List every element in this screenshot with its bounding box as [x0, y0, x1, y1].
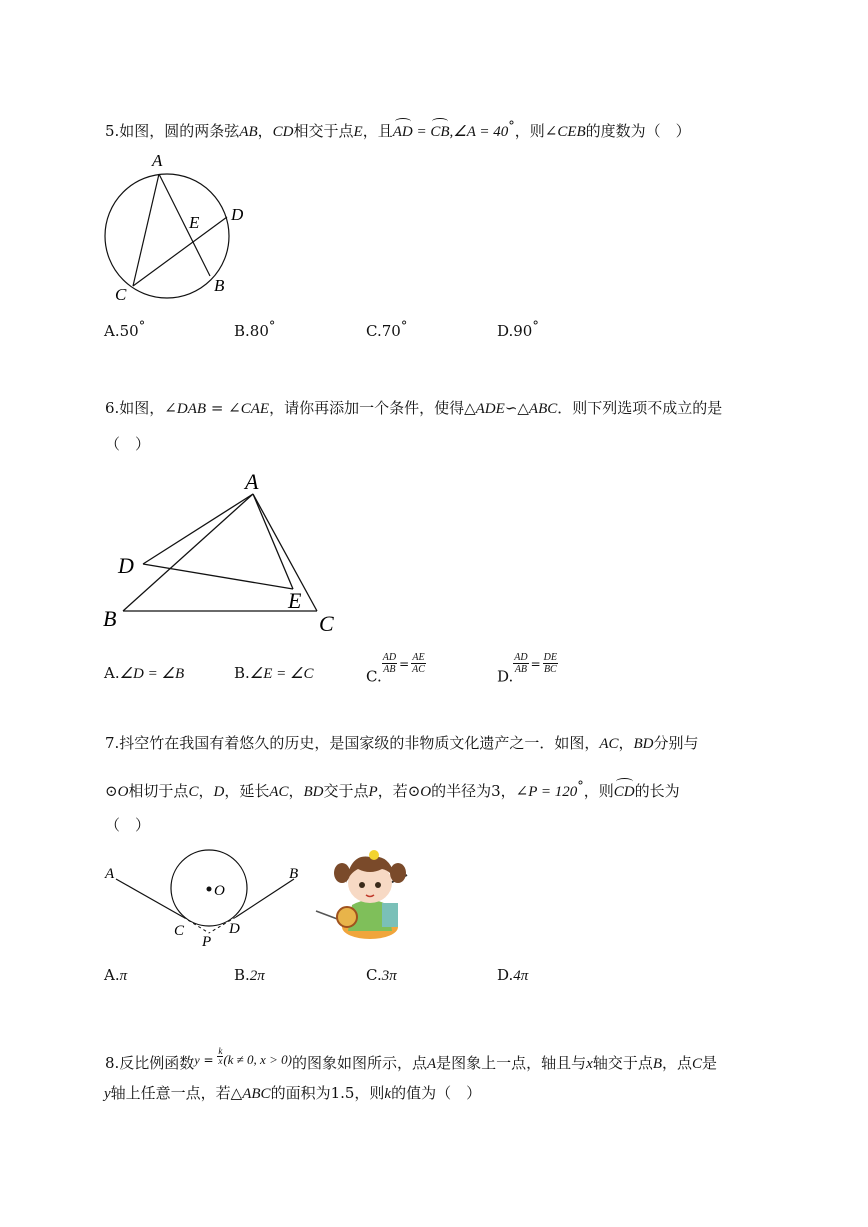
q5-option-a[interactable]: A.50°: [104, 319, 146, 340]
q6-option-a[interactable]: A.∠D = ∠B: [104, 664, 185, 682]
label-B: B: [214, 276, 225, 295]
q7-stem-line2: ⊙O相切于点C，D，延长AC，BD交于点P，若⊙O的半径为3，∠P = 120°，则CD的长为: [105, 779, 680, 800]
q6-triangle-figure: [95, 465, 355, 640]
diabolo-girl-illustration: [312, 845, 412, 945]
q5-option-c[interactable]: C.70°: [366, 319, 408, 340]
q5-option-b[interactable]: B.80°: [234, 319, 276, 340]
q6-option-c[interactable]: C. $\frac{AD}{AB}$ = $\frac{AE}{AC}$: [366, 652, 425, 686]
label-D: D: [231, 205, 244, 224]
q6-option-b[interactable]: B.∠E = ∠C: [234, 664, 314, 682]
q6-option-d[interactable]: D. $\frac{AD}{AB}$ = $\frac{DE}{BC}$: [497, 652, 558, 686]
q5-circle-figure: [95, 150, 265, 310]
q5-option-d[interactable]: D.90°: [497, 319, 539, 340]
q7-option-a[interactable]: A.π: [104, 966, 128, 984]
q6-stem-line1: 6.如图，∠DAB = ∠CAE，请你再添加一个条件，使得△ADE∽△ABC．则下列选项不成立的是: [105, 399, 723, 417]
label-C: C: [319, 611, 334, 636]
q7-option-d[interactable]: D.4π: [497, 966, 529, 984]
label-E: E: [288, 588, 302, 613]
q7-option-c[interactable]: C.3π: [366, 966, 397, 984]
label-A: A: [245, 469, 259, 494]
q7-tangent-figure: [100, 845, 320, 955]
q8-stem-line1: 8.反比例函数$^y$ = $\frac{k}{x}$ (k ≠ 0, x > 0)的图象如图所示，点A是图象上一点，轴且与x轴交于点B，点C是: [105, 1046, 718, 1072]
q5-stem: 5.如图，圆的两条弦AB，CD相交于点E，且AD = CB,∠A = 40°，则∠CEB的度数为（ ）: [105, 119, 691, 140]
label-C: C: [174, 923, 185, 939]
q7-stem-line1: 7.抖空竹在我国有着悠久的历史，是国家级的非物质文化遗产之一．如图，AC，BD分别与: [105, 734, 699, 752]
label-B: B: [103, 606, 117, 631]
label-E: E: [189, 213, 200, 232]
q6-stem-line2: （ ）: [105, 435, 151, 453]
label-D: D: [118, 553, 134, 578]
label-C: C: [115, 285, 127, 304]
q7-stem-line3: （ ）: [105, 816, 151, 834]
label-B: B: [289, 866, 299, 882]
label-O: O: [214, 883, 225, 899]
q7-option-b[interactable]: B.2π: [234, 966, 265, 984]
label-D: D: [229, 921, 240, 937]
label-P: P: [202, 934, 212, 950]
label-A: A: [152, 151, 163, 170]
label-A: A: [105, 866, 115, 882]
q8-stem-line2: y轴上任意一点，若△ABC的面积为1.5，则k的值为（ ）: [104, 1084, 482, 1102]
